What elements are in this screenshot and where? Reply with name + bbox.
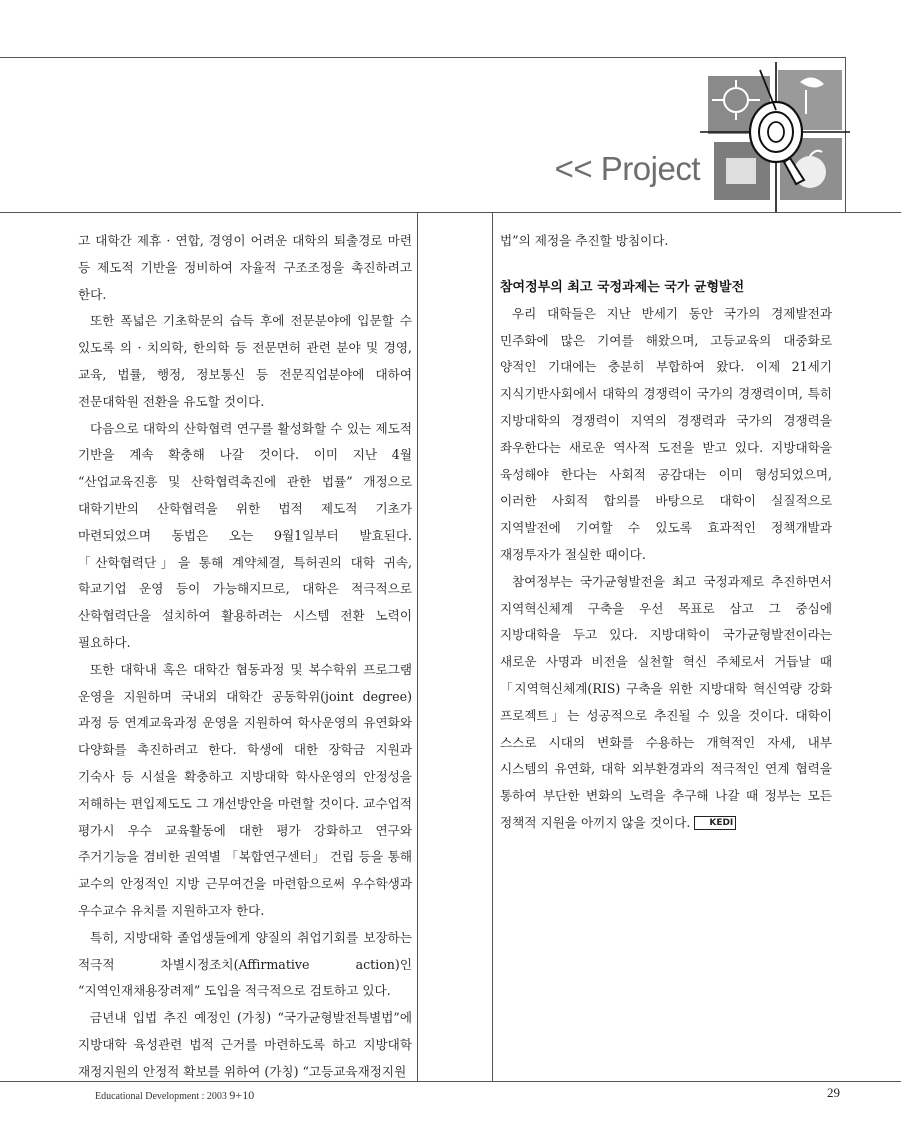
right-lead-paragraph: 법”의 제정을 추진할 방침이다. [500, 233, 669, 248]
left-paragraph-5: 특히, 지방대학 졸업생들에게 양질의 취업기회를 보장하는 적극적 차별시정조치(Affirmative action)인 “지역인재채용장려제” 도입을 적극적으로 검토하고 있다. [78, 929, 412, 999]
right-column [500, 228, 832, 837]
header-bottom-rule [0, 212, 901, 213]
left-column [78, 228, 412, 1086]
column-divider-right [492, 212, 493, 1082]
section-heading: 참여정부의 최고 국정과제는 국가 균형발전 [500, 279, 745, 295]
footer-issue: 9+10 [229, 1088, 255, 1102]
page-number: 29 [827, 1085, 840, 1100]
left-paragraph-4: 또한 대학내 혹은 대학간 협동과정 및 복수학위 프로그램 운영을 지원하며 국내외 대학간 공동학위(joint degree)과정 등 연계교육과정 운영을 지원하여 학사운영의 유연화와 다양화를 촉진하려고 한다. 학생에 대한 장학금 지원과 기숙사 등 시설을 확충하고 지방대학 학사운영의 안정성을 저해하는 편입제도도 그 개선방안을 마련할 것이다. 교수업적 평가시 우수 교육활동에 대한 평가 강화하고 연구와 주거기능을 겸비한 권역별 「복합연구센터」 건립 등을 통해 교수의 안정적인 지방 근무여건을 마련함으로써 우수학생과 우수교수 유치를 지원하고자 한다. [78, 661, 412, 918]
project-collage-icon [700, 62, 850, 212]
left-paragraph-3: 다음으로 대학의 산학협력 연구를 활성화할 수 있는 제도적 기반을 계속 확충해 나갈 것이다. 이미 지난 4월 “산업교육진흥 및 산학협력촉진에 관한 법률” 개정으로 대학기반의 산학협력을 위한 법적 제도적 기초가 마련되었으며 동법은 오는 9월1일부터 발효된다. 「산학협력단」을 통해 계약체결, 특허권의 대학 귀속, 학교기업 운영 등이 가능해지므로, 대학은 적극적으로 산학협력단을 설치하여 활용하려는 시스템 전환 노력이 필요하다. [78, 420, 412, 650]
footer-publication-text: Educational Development : 2003 [95, 1091, 227, 1102]
left-paragraph-1: 고 대학간 제휴 · 연합, 경영이 어려운 대학의 퇴출경로 마련 등 제도적 기반을 정비하여 자율적 구조조정을 촉진하려고 한다. [78, 233, 412, 302]
right-paragraph-2-text: 참여정부는 국가균형발전을 최고 국정과제로 추진하면서 지역혁신체계 구축을 우선 목표로 삼고 그 중심에 지방대학을 두고 있다. 지방대학이 국가균형발전이라는 새로운 사명과 비전을 실천할 혁신 주체로서 거듭날 때 「지역혁신체계(RIS) 구축을 위한 지방대학 혁신역량 강화 프로젝트」는 성공적으로 추진될 수 있을 것이다. 대학이 스스로 시대의 변화를 수용하는 개혁적인 자세, 내부 시스템의 유연화, 대학 외부환경과의 적극적인 연계 협력을 통하여 부단한 변화의 노력을 추구해 나갈 때 정부는 모든 정책적 지원을 아끼지 않을 것이다. [500, 573, 832, 830]
left-paragraph-2: 또한 폭넓은 기초학문의 습득 후에 전문분야에 입문할 수 있도록 의 · 치의학, 한의학 등 전문면허 관련 분야 및 경영, 교육, 법률, 행정, 정보통신 등 전문직업분야에 대하여 전문대학원 전환을 유도할 것이다. [78, 313, 412, 409]
column-divider-left [417, 212, 418, 1082]
right-paragraph-1: 우리 대학들은 지난 반세기 동안 국가의 경제발전과 민주화에 많은 기여를 해왔으며, 고등교육의 대중화로 양적인 기대에는 충분히 부합하여 왔다. 이제 21세기 지식기반사회에서 대학의 경쟁력이 국가의 경쟁력이며, 특히 지방대학의 경쟁력이 지역의 경쟁력과 국가의 경쟁력을 좌우한다는 새로운 역사적 도전을 받고 있다. 지방대학을 육성해야 한다는 사회적 공감대는 이미 형성되었으며, 이러한 사회적 합의를 바탕으로 대학이 실질적으로 지역발전에 기여할 수 있도록 효과적인 정책개발과 재정투자가 절실한 때이다. [500, 305, 832, 562]
right-paragraph-2 [500, 569, 832, 837]
top-rule [0, 57, 846, 58]
end-mark: KEDI [694, 816, 736, 830]
section-title: << Project [554, 150, 700, 187]
footer-publication [95, 1088, 254, 1103]
left-paragraph-6: 금년내 입법 추진 예정인 (가칭) “국가균형발전특별법”에 지방대학 육성관련 법적 근거를 마련하도록 하고 지방대학 재정지원의 안정적 확보를 위하여 (가칭) “고등교육재정지원 [78, 1010, 412, 1079]
